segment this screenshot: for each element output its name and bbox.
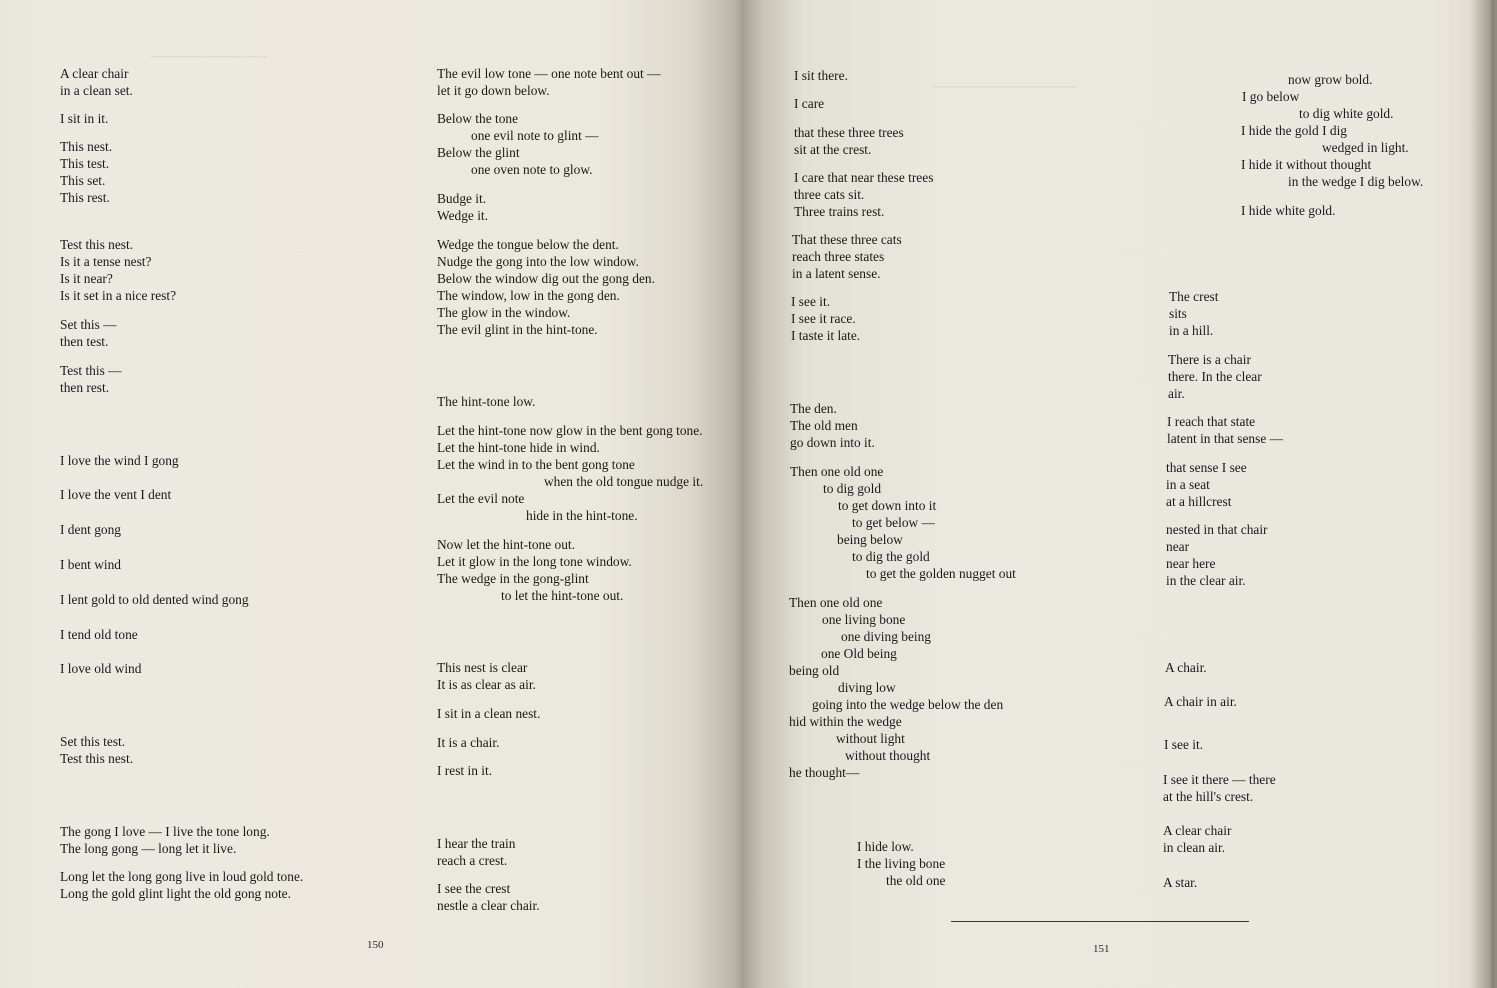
- verse-line: Set this —: [60, 317, 117, 332]
- verse-line: to dig gold: [823, 481, 882, 496]
- stanza: [1164, 693, 1237, 710]
- stanza: [857, 838, 946, 889]
- verse-line: air.: [1168, 386, 1185, 401]
- verse-line: I hide white gold.: [1241, 203, 1336, 218]
- verse-line: there. In the clear: [1168, 369, 1262, 384]
- verse-line: one evil note to glint —: [471, 128, 599, 143]
- verse-line: A star.: [1163, 875, 1198, 890]
- stanza: [437, 393, 535, 410]
- verse-line: without thought: [845, 748, 931, 763]
- verse-line: Long the gold glint light the old gong note.: [60, 886, 291, 901]
- verse-line: to get below —: [852, 515, 935, 530]
- verse-line: I see it there — there: [1163, 772, 1276, 787]
- stanza: [60, 236, 176, 304]
- verse-line: reach three states: [792, 249, 885, 264]
- stanza: [60, 362, 122, 396]
- verse-line: Is it near?: [60, 271, 113, 286]
- verse-line: The evil glint in the hint-tone.: [437, 322, 598, 337]
- verse-line: at a hillcrest: [1166, 494, 1232, 509]
- stanza: [794, 124, 904, 158]
- stanza: [794, 95, 824, 112]
- verse-line: go down into it.: [790, 435, 875, 450]
- verse-line: in a hill.: [1169, 323, 1214, 338]
- stanza: [60, 521, 121, 538]
- verse-line: near here: [1166, 556, 1216, 571]
- verse-line: I see it.: [791, 294, 831, 309]
- verse-line: three cats sit.: [794, 187, 865, 202]
- verse-line: The crest: [1169, 289, 1219, 304]
- stanza: [60, 556, 121, 573]
- verse-line: A clear chair: [60, 66, 129, 81]
- verse-line: nestle a clear chair.: [437, 898, 540, 913]
- verse-line: I hide low.: [857, 839, 914, 854]
- verse-line: in clean air.: [1163, 840, 1226, 855]
- stanza: [1163, 822, 1231, 856]
- verse-line: I care that near these trees: [794, 170, 934, 185]
- stanza: [437, 490, 638, 524]
- verse-line: then test.: [60, 334, 109, 349]
- verse-line: Let it glow in the long tone window.: [437, 554, 632, 569]
- left-page: [0, 0, 744, 988]
- verse-line: That these three cats: [792, 232, 902, 247]
- stanza: [790, 463, 1016, 582]
- verse-line: let it go down below.: [437, 83, 550, 98]
- verse-line: I hide it without thought: [1241, 157, 1372, 172]
- stanza: [1166, 459, 1247, 510]
- stanza: [60, 733, 133, 767]
- verse-line: Then one old one: [790, 464, 884, 479]
- stanza: [60, 591, 249, 608]
- verse-line: I dent gong: [60, 522, 121, 537]
- page-edge: [1491, 0, 1495, 988]
- verse-line: at the hill's crest.: [1163, 789, 1254, 804]
- verse-line: being old: [789, 663, 840, 678]
- verse-line: one diving being: [841, 629, 932, 644]
- verse-line: Let the hint-tone hide in wind.: [437, 440, 600, 455]
- verse-line: Is it set in a nice rest?: [60, 288, 177, 303]
- verse-line: Wedge the tongue below the dent.: [437, 237, 619, 252]
- stanza: [791, 293, 860, 344]
- verse-line: The hint-tone low.: [437, 394, 536, 409]
- verse-line: I love the wind I gong: [60, 453, 179, 468]
- stanza: [1241, 202, 1335, 219]
- verse-line: to dig white gold.: [1299, 106, 1394, 121]
- verse-line: This nest is clear: [437, 660, 528, 675]
- verse-line: nested in that chair: [1166, 522, 1268, 537]
- page-number: 150: [367, 939, 384, 951]
- verse-line: I taste it late.: [791, 328, 861, 343]
- stanza: [1168, 351, 1262, 402]
- verse-line: The gong I love — I live the tone long.: [60, 824, 270, 839]
- stanza: [60, 65, 133, 99]
- verse-line: It is a chair.: [437, 735, 500, 750]
- verse-line: sit at the crest.: [794, 142, 872, 157]
- stanza: [1169, 288, 1218, 339]
- stanza: [437, 536, 632, 604]
- page-number: 151: [1093, 943, 1110, 955]
- verse-line: This rest.: [60, 190, 110, 205]
- stanza: [437, 236, 655, 338]
- stanza: [437, 835, 515, 869]
- verse-line: sits: [1169, 306, 1187, 321]
- bleed-through-decoration: ⎯⎯⎯⎯⎯⎯⎯⎯⎯⎯⎯: [934, 70, 1078, 99]
- verse-line: without light: [836, 731, 905, 746]
- verse-line: A chair in air.: [1164, 694, 1237, 709]
- verse-line: This nest.: [60, 139, 113, 154]
- stanza: [1241, 71, 1423, 190]
- verse-line: The den.: [790, 401, 837, 416]
- verse-line: diving low: [838, 680, 896, 695]
- verse-line: Test this nest.: [60, 751, 134, 766]
- verse-line: to get down into it: [838, 498, 937, 513]
- verse-line: Set this test.: [60, 734, 126, 749]
- verse-line: in a latent sense.: [792, 266, 881, 281]
- stanza: [60, 660, 141, 677]
- verse-line: one oven note to glow.: [471, 162, 593, 177]
- stanza: [792, 231, 902, 282]
- verse-line: going into the wedge below the den: [812, 697, 1004, 712]
- verse-line: I love the vent I dent: [60, 487, 172, 502]
- verse-line: The long gong — long let it live.: [60, 841, 237, 856]
- verse-line: I see the crest: [437, 881, 511, 896]
- stanza: [794, 169, 933, 220]
- verse-line: hide in the hint-tone.: [526, 508, 638, 523]
- footer-rule: [951, 921, 1249, 922]
- verse-line: I sit in a clean nest.: [437, 706, 541, 721]
- verse-line: I hear the train: [437, 836, 516, 851]
- stanza: [794, 67, 848, 84]
- verse-line: Test this —: [60, 363, 122, 378]
- stanza: [1164, 736, 1203, 753]
- verse-line: Let the evil note: [437, 491, 525, 506]
- verse-line: Is it a tense nest?: [60, 254, 152, 269]
- verse-line: one Old being: [821, 646, 897, 661]
- verse-line: This test.: [60, 156, 110, 171]
- verse-line: Long let the long gong live in loud gold tone.: [60, 869, 304, 884]
- verse-line: I love old wind: [60, 661, 142, 676]
- verse-line: latent in that sense —: [1167, 431, 1284, 446]
- stanza: [60, 868, 303, 902]
- stanza: [437, 422, 703, 490]
- stanza: [60, 452, 179, 469]
- stanza: [437, 880, 540, 914]
- stanza: [437, 659, 536, 693]
- verse-line: I hide the gold I dig: [1241, 123, 1347, 138]
- stanza: [789, 594, 1003, 781]
- verse-line: I sit in it.: [60, 111, 109, 126]
- verse-line: It is as clear as air.: [437, 677, 536, 692]
- verse-line: A clear chair: [1163, 823, 1232, 838]
- verse-line: one living bone: [822, 612, 906, 627]
- stanza: [1166, 521, 1268, 589]
- stanza: [437, 705, 540, 722]
- stanza: [790, 400, 875, 451]
- verse-line: The evil low tone — one note bent out —: [437, 66, 661, 81]
- verse-line: hid within the wedge: [789, 714, 902, 729]
- verse-line: I see it race.: [791, 311, 856, 326]
- verse-line: I sit there.: [794, 68, 848, 83]
- stanza: [437, 65, 661, 99]
- verse-line: I lent gold to old dented wind gong: [60, 592, 249, 607]
- stanza: [60, 823, 270, 857]
- stanza: [437, 110, 599, 178]
- stanza: [437, 190, 488, 224]
- verse-line: to let the hint-tone out.: [501, 588, 624, 603]
- verse-line: I care: [794, 96, 825, 111]
- stanza: [60, 110, 108, 127]
- verse-line: in the wedge I dig below.: [1288, 174, 1424, 189]
- verse-line: Test this nest.: [60, 237, 134, 252]
- verse-line: I go below: [1242, 89, 1300, 104]
- verse-line: Three trains rest.: [794, 204, 885, 219]
- verse-line: Then one old one: [789, 595, 883, 610]
- verse-line: he thought—: [789, 765, 860, 780]
- verse-line: that these three trees: [794, 125, 904, 140]
- verse-line: Budge it.: [437, 191, 487, 206]
- verse-line: The window, low in the gong den.: [437, 288, 620, 303]
- verse-line: Below the glint: [437, 145, 520, 160]
- stanza: [1167, 413, 1283, 447]
- stanza: [60, 316, 117, 350]
- verse-line: wedged in light.: [1322, 140, 1409, 155]
- verse-line: near: [1166, 539, 1190, 554]
- stanza: [60, 138, 112, 206]
- verse-line: Let the hint-tone now glow in the bent gong tone.: [437, 423, 703, 438]
- verse-line: The glow in the window.: [437, 305, 571, 320]
- verse-line: when the old tongue nudge it.: [544, 474, 704, 489]
- verse-line: the old one: [886, 873, 946, 888]
- verse-line: The wedge in the gong-glint: [437, 571, 589, 586]
- verse-line: Below the window dig out the gong den.: [437, 271, 655, 286]
- verse-line: Now let the hint-tone out.: [437, 537, 575, 552]
- verse-line: now grow bold.: [1288, 72, 1373, 87]
- bleed-through-decoration: ⎯⎯⎯⎯⎯⎯⎯⎯⎯: [150, 40, 268, 69]
- verse-line: I see it.: [1164, 737, 1204, 752]
- verse-line: I the living bone: [857, 856, 946, 871]
- verse-line: in the clear air.: [1166, 573, 1246, 588]
- stanza: [1163, 771, 1276, 805]
- stanza: [60, 626, 138, 643]
- verse-line: Wedge it.: [437, 208, 488, 223]
- verse-line: A chair.: [1165, 660, 1207, 675]
- verse-line: Below the tone: [437, 111, 519, 126]
- verse-line: Nudge the gong into the low window.: [437, 254, 639, 269]
- verse-line: that sense I see: [1166, 460, 1247, 475]
- verse-line: to dig the gold: [852, 549, 930, 564]
- stanza: [60, 486, 171, 503]
- verse-line: Let the wind in to the bent gong tone: [437, 457, 635, 472]
- stanza: [437, 762, 492, 779]
- verse-line: The old men: [790, 418, 858, 433]
- verse-line: in a seat: [1166, 477, 1210, 492]
- verse-line: This set.: [60, 173, 106, 188]
- verse-line: then rest.: [60, 380, 110, 395]
- verse-line: in a clean set.: [60, 83, 133, 98]
- stanza: [1165, 659, 1207, 676]
- verse-line: There is a chair: [1168, 352, 1251, 367]
- verse-line: being below: [837, 532, 903, 547]
- stanza: [437, 734, 499, 751]
- verse-line: I rest in it.: [437, 763, 493, 778]
- verse-line: I tend old tone: [60, 627, 138, 642]
- verse-line: I bent wind: [60, 557, 121, 572]
- verse-line: to get the golden nugget out: [866, 566, 1016, 581]
- stanza: [1163, 874, 1197, 891]
- verse-line: reach a crest.: [437, 853, 508, 868]
- verse-line: I reach that state: [1167, 414, 1256, 429]
